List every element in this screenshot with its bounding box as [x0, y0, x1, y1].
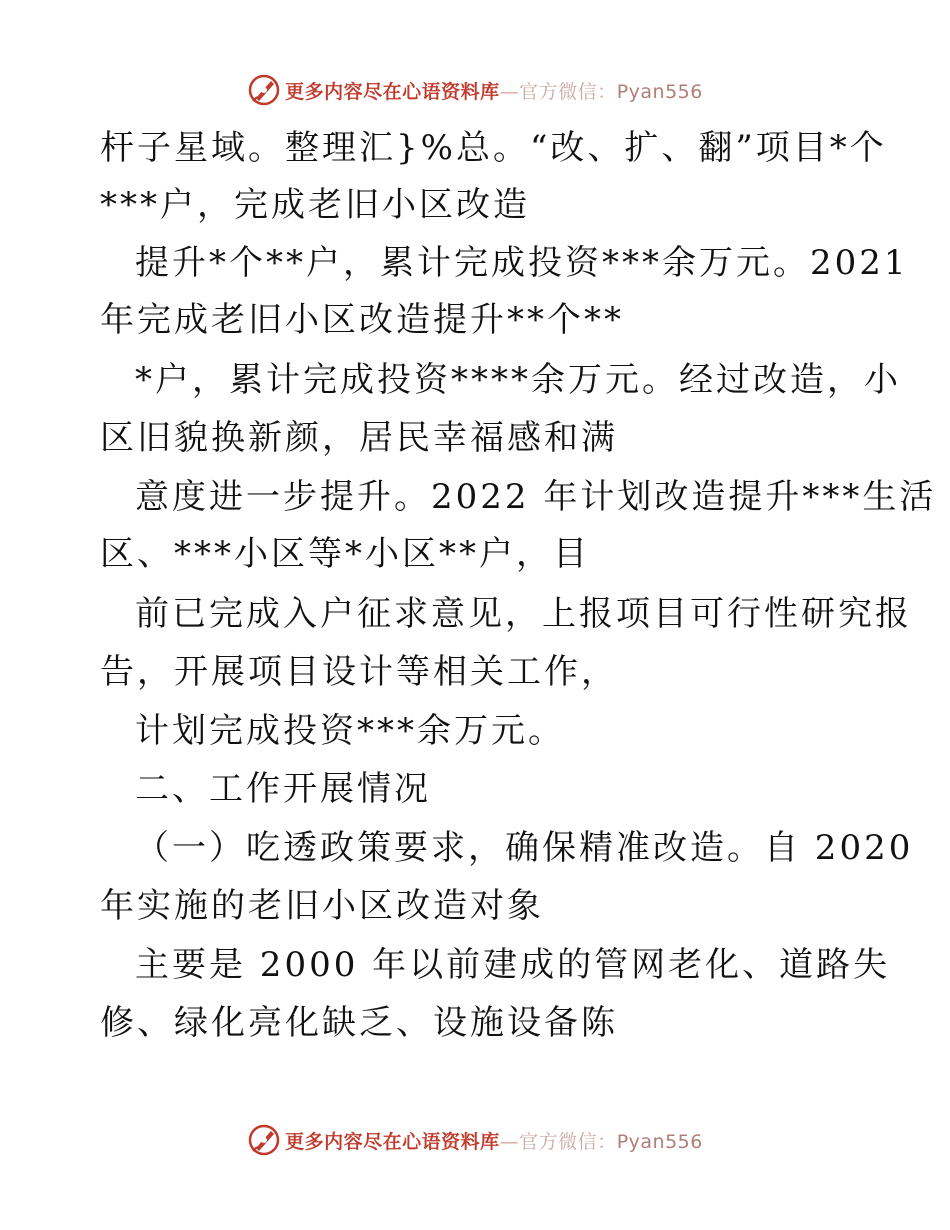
- text-line: 年实施的老旧小区改造对象: [100, 886, 544, 926]
- text-line: 修、绿化亮化缺乏、设施设备陈: [100, 1003, 618, 1043]
- text-line: 意度进一步提升。2022 年计划改造提升***生活: [135, 477, 937, 517]
- text-line: *户，累计完成投资****余万元。经过改造，小: [135, 360, 901, 400]
- watermark-official-label: 官方微信：: [519, 80, 617, 103]
- section-heading: 二、工作开展情况: [135, 769, 431, 809]
- text-line: 前已完成入户征求意见，上报项目可行性研究报: [135, 594, 912, 634]
- watermark-site-name: 更多内容尽在心语资料库: [285, 1130, 500, 1153]
- header-watermark: [0, 70, 950, 110]
- text-line: 告，开展项目设计等相关工作，: [100, 652, 618, 692]
- quill-logo-icon: [247, 73, 281, 107]
- watermark-dash: —: [499, 1130, 520, 1153]
- watermark-account-id: Pyan556: [616, 1130, 703, 1153]
- text-line: 计划完成投资***余万元。: [135, 711, 565, 751]
- quill-logo-icon: [247, 1123, 281, 1157]
- text-line: ***户，完成老旧小区改造: [100, 185, 530, 225]
- text-line: 区旧貌换新颜，居民幸福感和满: [100, 418, 618, 458]
- text-line: 主要是 2000 年以前建成的管网老化、道路失: [135, 945, 891, 985]
- text-line: 年完成老旧小区改造提升**个**: [100, 300, 624, 340]
- text-line: 杆子星域。整理汇}%总。“改、扩、翻”项目*个: [100, 128, 887, 168]
- text-line: 区、***小区等*小区**户，目: [100, 534, 590, 574]
- watermark-site-name: 更多内容尽在心语资料库: [285, 80, 500, 103]
- watermark-official-label: 官方微信：: [519, 1130, 617, 1153]
- subsection-heading: （一）吃透政策要求，确保精准改造。自 2020: [135, 828, 914, 868]
- watermark-dash: —: [499, 80, 520, 103]
- text-line: 提升*个**户，累计完成投资***余万元。2021: [135, 243, 909, 283]
- watermark-account-id: Pyan556: [616, 80, 703, 103]
- footer-watermark: [0, 1120, 950, 1160]
